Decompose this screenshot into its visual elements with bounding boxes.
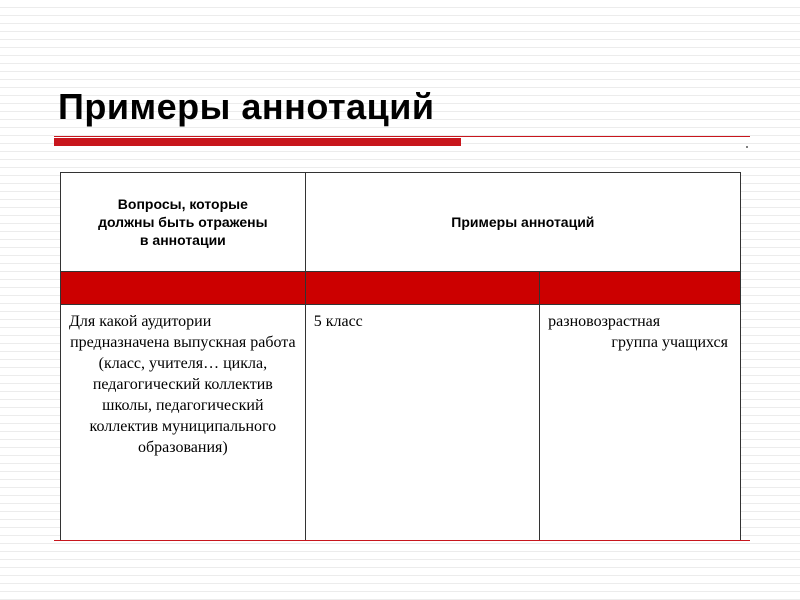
header-questions: Вопросы, которые должны быть отражены в аннотации (61, 173, 306, 272)
audience-question-rest: предназначена выпускная работа (класс, учителя… цикла, педагогический коллектив школы, педагогический коллектив муниципального образования) (70, 334, 296, 456)
example-group-line-a: разновозрастная (548, 313, 661, 330)
table-red-band (61, 272, 741, 305)
bottom-rule (54, 540, 750, 541)
table-header-row (61, 173, 741, 272)
example-group-line-b: группа учащихся (611, 334, 728, 351)
title-underline-thick (54, 138, 461, 146)
annotations-table (60, 172, 741, 541)
red-band-cell (61, 272, 306, 305)
header-examples: Примеры аннотаций (305, 173, 740, 272)
example-grade-text: 5 класс (313, 313, 363, 330)
red-band-cell (305, 272, 539, 305)
decorative-dot (746, 146, 748, 148)
red-band-cell (540, 272, 741, 305)
table-row (61, 305, 741, 541)
cell-audience-question (61, 305, 306, 541)
slide-title: Примеры аннотаций (58, 86, 435, 127)
title-underline-thin (54, 136, 750, 137)
cell-example-group (540, 305, 741, 541)
cell-example-grade (305, 305, 539, 541)
audience-question-first-line: Для какой аудитории (69, 313, 212, 330)
